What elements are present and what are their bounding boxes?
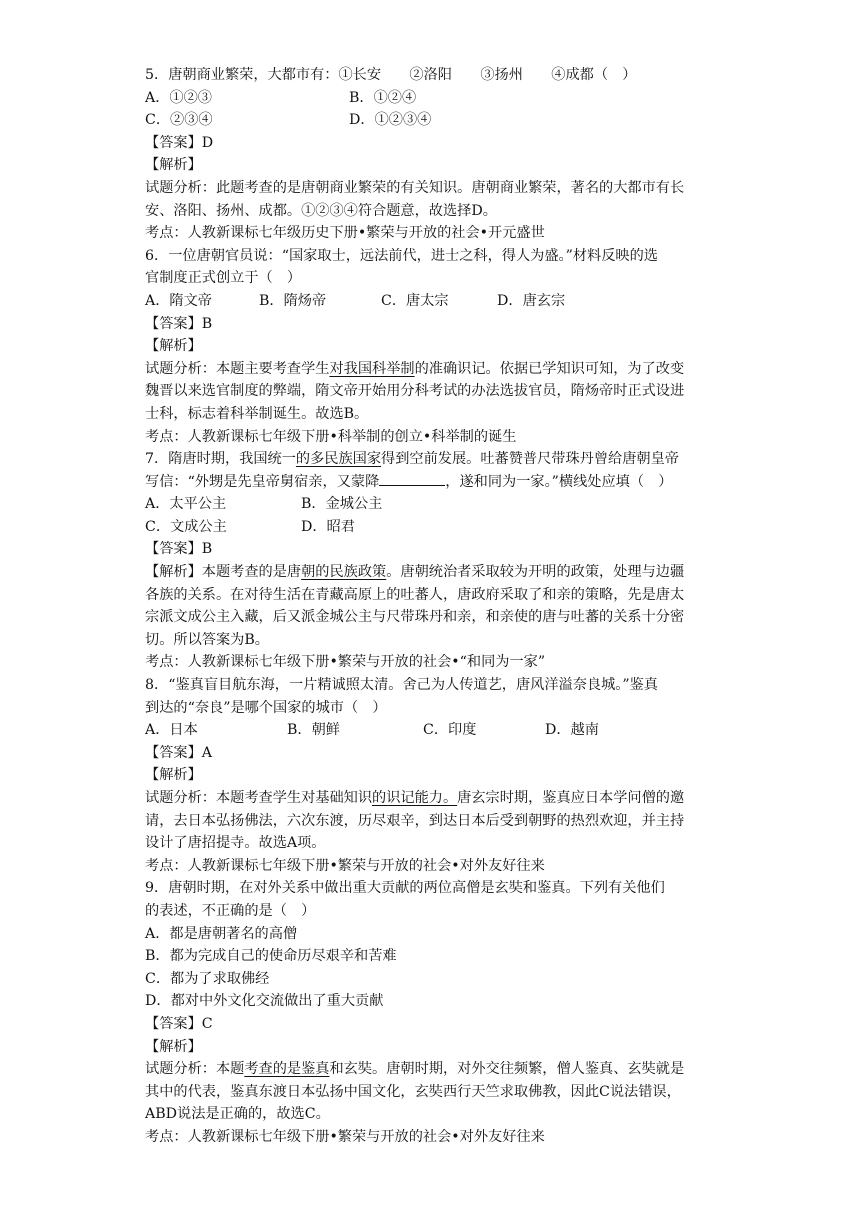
- exam-document: [145, 64, 725, 1149]
- q9-analysis-text: 试题分析：本题: [145, 1061, 245, 1078]
- q8-option-b: B．朝鲜: [287, 722, 340, 739]
- q8-exam-point: 考点：人教新课标七年级下册•繁荣与开放的社会•对外友好往来: [145, 857, 545, 874]
- q8-analysis-line: [145, 787, 725, 810]
- q6-analysis-line: [145, 358, 725, 381]
- q5-answer: 【答案】D: [145, 134, 214, 151]
- question-6-options: [145, 290, 725, 313]
- q7-stem-text: 写信：“外甥是先皇帝舅宿亲，又蒙降: [145, 473, 380, 490]
- q8-analysis-line: 请，去日本弘扬佛法，六次东渡，历尽艰辛，到达日本后受到朝野的热烈欢迎，并主持: [145, 812, 685, 829]
- q6-analysis-line: 士科，标志着科举制诞生。故选B。: [145, 405, 369, 422]
- q9-option-d: D．都对中外文化交流做出了重大贡献: [145, 993, 384, 1010]
- q5-option-b: B．①②④: [349, 89, 417, 106]
- q7-analysis-line: [145, 561, 725, 584]
- q7-option-b: B．金城公主: [301, 496, 383, 513]
- q8-analysis-line: 设计了唐招提寺。故选A项。: [145, 835, 326, 852]
- question-7-stem: [145, 471, 725, 494]
- q6-option-b: B．隋炀帝: [259, 292, 327, 309]
- q9-analysis-line: [145, 1058, 725, 1081]
- q7-stem-underlined: 的多民族国家: [295, 451, 382, 468]
- q7-option-c: C．文成公主: [145, 518, 227, 535]
- q7-option-d: D．昭君: [301, 518, 355, 535]
- q5-analysis-line: 安、洛阳、扬州、成都。①②③④符合题意，故选择D。: [145, 202, 497, 219]
- q7-analysis-text: 。唐朝统治者采取较为开明的政策，处理与边疆: [386, 564, 685, 581]
- q8-option-d: D．越南: [545, 722, 599, 739]
- q6-analysis-text: 试题分析：本题主要考查学生: [145, 360, 330, 377]
- question-5-options-row2: [145, 109, 725, 132]
- q8-answer: 【答案】A: [145, 744, 212, 761]
- q7-exam-point: 考点：人教新课标七年级下册•繁荣与开放的社会•“和同为一家”: [145, 654, 546, 671]
- q9-option-a: A．都是唐朝著名的高僧: [145, 925, 298, 942]
- q8-analysis-text: 唐玄宗时期，鉴真应日本学问僧的邀: [457, 790, 685, 806]
- q5-analysis-line: 试题分析：此题考查的是唐朝商业繁荣的有关知识。唐朝商业繁荣，著名的大都市有长: [145, 179, 685, 196]
- q9-answer: 【答案】C: [145, 1015, 213, 1032]
- q7-option-a: A．太平公主: [145, 496, 227, 513]
- q6-analysis-label: 【解析】: [145, 338, 202, 355]
- question-6-stem: 6．一位唐朝官员说：“国家取士，远法前代，进士之科，得人为盛。”材料反映的选: [145, 247, 658, 264]
- q9-analysis-underlined: 考查的是鉴真: [244, 1061, 330, 1078]
- q7-analysis-line: 各族的关系。在对待生活在青藏高原上的吐蕃人，唐政府采取了和亲的策略，先是唐太: [145, 586, 685, 603]
- q6-analysis-underlined: 对我国科举制: [329, 360, 415, 377]
- q7-stem-text: ，遂和同为一家。”横线处应填（ ）: [445, 473, 673, 490]
- question-5-options-row1: [145, 87, 725, 110]
- question-9-stem: 的表述，不正确的是（ ）: [145, 902, 316, 919]
- question-6-stem: 官制度正式创立于（ ）: [145, 270, 302, 287]
- q7-analysis-text: 【解析】本题考查的是唐: [145, 564, 302, 581]
- q9-analysis-label: 【解析】: [145, 1038, 202, 1055]
- question-8-options: [145, 719, 725, 742]
- q5-option-a: A．①②③: [145, 89, 212, 106]
- q9-analysis-line: ABD说法是正确的，故选C。: [145, 1106, 330, 1123]
- q9-exam-point: 考点：人教新课标七年级下册•繁荣与开放的社会•对外友好往来: [145, 1128, 545, 1145]
- question-7-options-row2: [145, 516, 725, 539]
- q9-analysis-line: 其中的代表，鉴真东渡日本弘扬中国文化，玄奘西行天竺求取佛教，因此C说法错误，: [145, 1083, 681, 1100]
- q7-stem-text: 得到空前发展。吐蕃赞普尺带珠丹曾给唐朝皇帝: [381, 451, 679, 468]
- q6-exam-point: 考点：人教新课标七年级下册•科举制的创立•科举制的诞生: [145, 428, 517, 445]
- question-8-stem: 到达的“奈良”是哪个国家的城市（ ）: [145, 699, 387, 716]
- q8-analysis-text: 试题分析：本题考查学生对基础知识: [145, 790, 373, 806]
- q5-exam-point: 考点：人教新课标七年级历史下册•繁荣与开放的社会•开元盛世: [145, 225, 545, 242]
- q7-analysis-underlined: 朝的民族政策: [301, 564, 387, 581]
- q7-analysis-line: 切。所以答案为B。: [145, 631, 269, 648]
- q8-option-c: C．印度: [423, 722, 477, 739]
- question-7-options-row1: [145, 493, 725, 516]
- q6-option-a: A．隋文帝: [145, 292, 212, 309]
- q8-option-a: A．日本: [145, 722, 198, 739]
- q9-option-c: C．都为了求取佛经: [145, 970, 270, 987]
- q5-option-c: C．②③④: [145, 112, 213, 129]
- q6-option-c: C．唐太宗: [381, 292, 449, 309]
- q7-stem-text: 7．隋唐时期，我国统一: [145, 451, 296, 468]
- fill-blank: [379, 471, 445, 486]
- question-8-stem: 8．“鉴真盲目航东海，一片精诚照太清。舍己为人传道艺，唐风洋溢奈良城。”鉴真: [145, 677, 658, 694]
- q6-analysis-text: 的准确识记。依据已学知识可知，为了改变: [414, 360, 685, 377]
- q8-analysis-label: 【解析】: [145, 767, 202, 784]
- q6-option-d: D．唐玄宗: [497, 292, 566, 309]
- q7-analysis-line: 宗派文成公主入藏，后又派金城公主与尺带珠丹和亲，和亲使的唐与吐蕃的关系十分密: [145, 609, 685, 626]
- q6-answer: 【答案】B: [145, 315, 213, 332]
- q8-analysis-underlined: 的识记能力。: [372, 790, 458, 806]
- question-7-stem: [145, 448, 725, 471]
- question-5-stem: 5．唐朝商业繁荣，大都市有：①长安 ②洛阳 ③扬州 ④成都（ ）: [145, 67, 637, 83]
- q6-analysis-line: 魏晋以来选官制度的弊端，隋文帝开始用分科考试的办法选拔官员，隋炀帝时正式设进: [145, 383, 685, 400]
- q9-option-b: B．都为完成自己的使命历尽艰辛和苦难: [145, 948, 397, 965]
- q7-answer: 【答案】B: [145, 541, 213, 558]
- q5-analysis-label: 【解析】: [145, 157, 202, 174]
- q9-analysis-text: 和玄奘。唐朝时期，对外交往频繁，僧人鉴真、玄奘就是: [329, 1061, 685, 1078]
- question-9-stem: 9．唐朝时期，在对外关系中做出重大贡献的两位高僧是玄奘和鉴真。下列有关他们: [145, 880, 665, 897]
- q5-option-d: D．①②③④: [349, 112, 432, 129]
